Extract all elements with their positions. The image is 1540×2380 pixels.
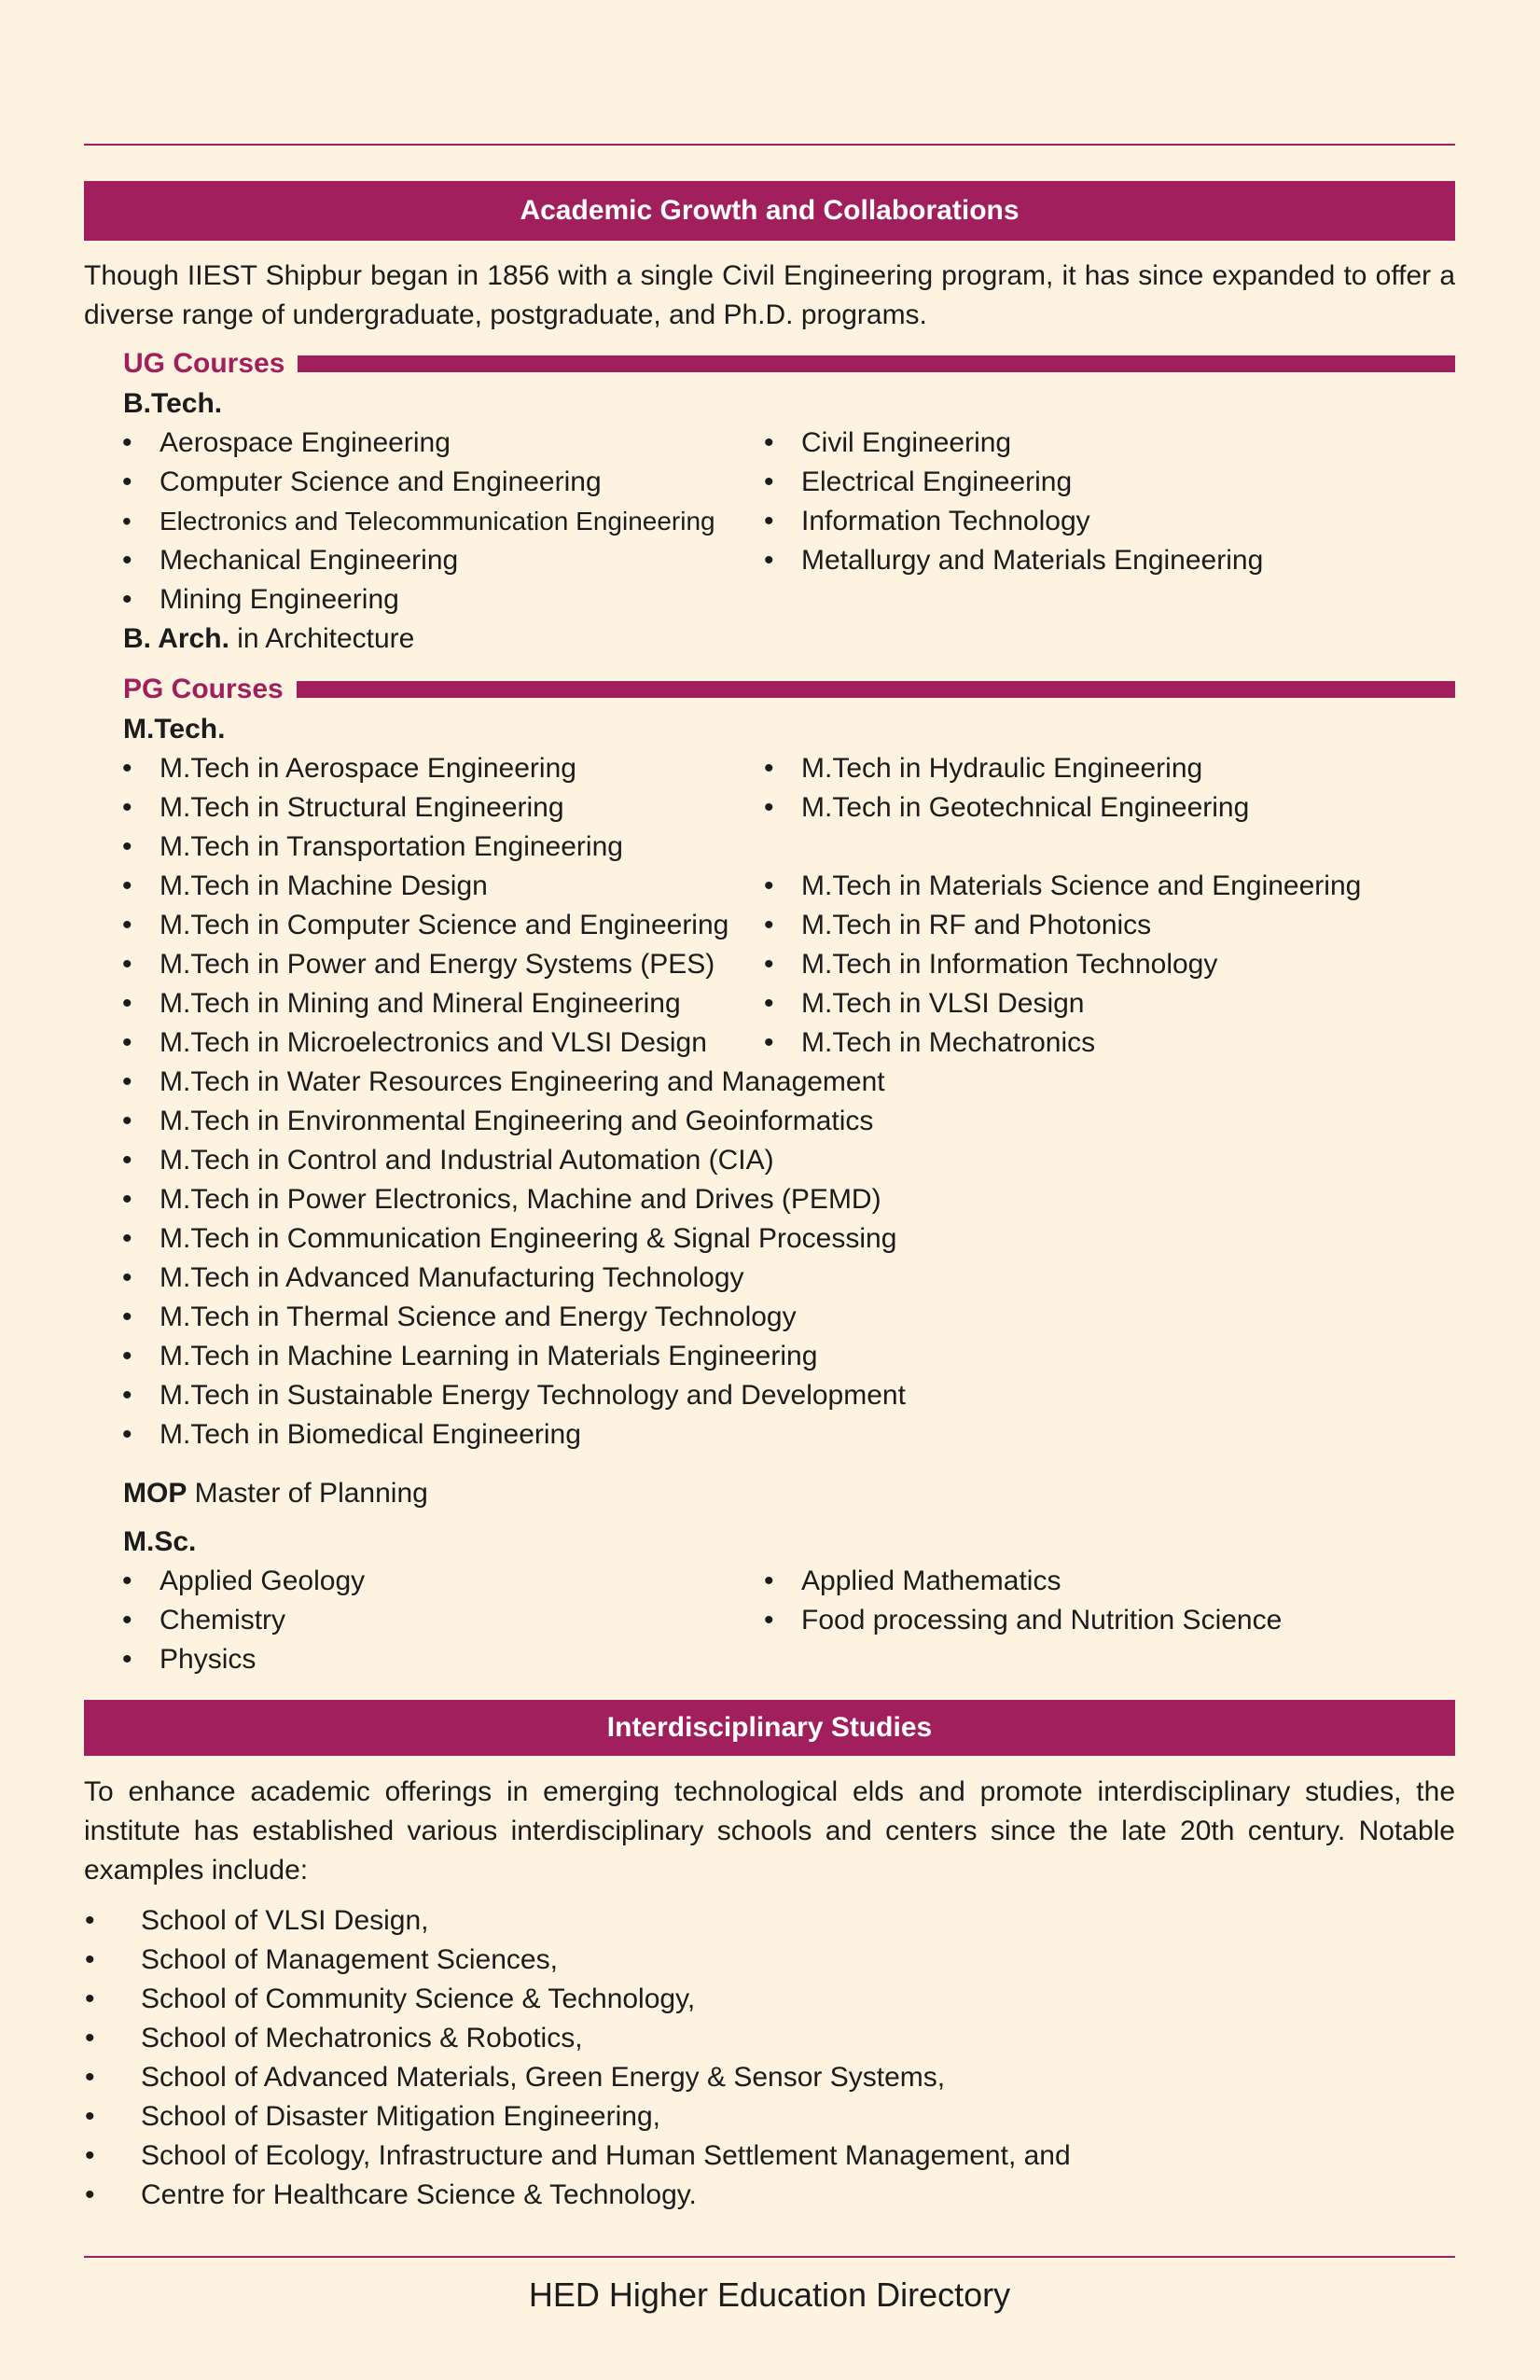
list-item: • Computer Science and Engineering (160, 463, 602, 502)
list-item: • M.Tech in Transportation Engineering (160, 828, 623, 867)
list-item: • Physics (160, 1640, 256, 1679)
pg-courses-label: PG Courses (123, 674, 284, 704)
mop-text: Master of Planning (187, 1478, 428, 1509)
list-item: • Electronics and Telecommunication Engineering (160, 502, 715, 541)
list-item: • Information Technology (801, 502, 1090, 541)
list-item: • M.Tech in Power and Energy Systems (PES) (160, 945, 715, 984)
pg-heading-bar (297, 681, 1455, 698)
list-item: • M.Tech in Mechatronics (801, 1023, 1095, 1063)
btech-label: B.Tech. (123, 388, 223, 419)
section-banner-academic-growth: Academic Growth and Collaborations (84, 181, 1455, 241)
ug-heading-bar (298, 355, 1455, 372)
list-item: • Mechanical Engineering (160, 541, 458, 580)
list-item: • Chemistry (160, 1601, 285, 1640)
list-item: • M.Tech in RF and Photonics (801, 906, 1151, 945)
list-item: • M.Tech in Control and Industrial Automation (CIA) (160, 1141, 774, 1180)
list-item: • School of Ecology, Infrastructure and Human Settlement Management, and (141, 2136, 1071, 2176)
page (84, 0, 1455, 2380)
section-banner-interdisciplinary: Interdisciplinary Studies (84, 1700, 1455, 1756)
list-item: • M.Tech in Aerospace Engineering (160, 749, 576, 788)
interdisciplinary-paragraph: To enhance academic offerings in emerging technological elds and promote interdisciplinary studies, the institute has established various interdisciplinary schools and centers since the late 20th century. Notable examples include: (84, 1776, 1455, 1886)
list-item: • M.Tech in Information Technology (801, 945, 1217, 984)
list-item: • M.Tech in Mining and Mineral Engineering (160, 984, 681, 1023)
ug-courses-label: UG Courses (123, 348, 285, 379)
list-item: • M.Tech in Environmental Engineering and Geoinformatics (160, 1102, 873, 1141)
list-item: • Food processing and Nutrition Science (801, 1601, 1282, 1640)
list-item: • M.Tech in VLSI Design (801, 984, 1084, 1023)
barch-line (123, 619, 414, 659)
list-item: • School of Disaster Mitigation Engineering, (141, 2097, 660, 2136)
list-item: • M.Tech in Advanced Manufacturing Technology (160, 1259, 744, 1298)
list-item: • M.Tech in Hydraulic Engineering (801, 749, 1202, 788)
list-item: • M.Tech in Machine Design (160, 867, 488, 906)
list-item: • M.Tech in Computer Science and Engineering (160, 906, 728, 945)
list-item: • Applied Geology (160, 1562, 365, 1601)
list-item: • School of Advanced Materials, Green Energy & Sensor Systems, (141, 2058, 945, 2097)
list-item: • School of VLSI Design, (141, 1901, 429, 1941)
bottom-divider (84, 2256, 1455, 2258)
mop-label: MOP (123, 1478, 187, 1509)
list-item: • M.Tech in Geotechnical Engineering (801, 788, 1249, 828)
list-item: • Electrical Engineering (801, 463, 1072, 502)
list-item: • Aerospace Engineering (160, 424, 451, 463)
barch-text: in Architecture (229, 623, 415, 654)
mop-line (123, 1474, 428, 1513)
mtech-label: M.Tech. (123, 714, 226, 745)
list-item: • M.Tech in Machine Learning in Materials Engineering (160, 1337, 817, 1376)
top-divider (84, 144, 1455, 146)
intro-paragraph: Though IIEST Shipbur began in 1856 with a single Civil Engineering program, it has since expanded to offer a diverse range of undergraduate, postgraduate, and Ph.D. programs. (84, 260, 1455, 330)
msc-label: M.Sc. (123, 1526, 197, 1557)
list-item: • M.Tech in Power Electronics, Machine and Drives (PEMD) (160, 1180, 881, 1219)
list-item: • Applied Mathematics (801, 1562, 1061, 1601)
list-item: • Metallurgy and Materials Engineering (801, 541, 1263, 580)
list-item: • Centre for Healthcare Science & Technology. (141, 2176, 697, 2215)
list-item: • M.Tech in Biomedical Engineering (160, 1415, 581, 1454)
list-item: • School of Mechatronics & Robotics, (141, 2019, 583, 2058)
list-item: • M.Tech in Materials Science and Engineering (801, 867, 1361, 906)
barch-label: B. Arch. (123, 623, 229, 654)
ug-courses-heading (123, 344, 1455, 383)
list-item: • Civil Engineering (801, 424, 1011, 463)
list-item: • School of Community Science & Technology, (141, 1980, 695, 2019)
footer-text: HED Higher Education Directory (528, 2276, 1011, 2314)
list-item: • M.Tech in Sustainable Energy Technology and Development (160, 1376, 906, 1415)
list-item: • School of Management Sciences, (141, 1941, 558, 1980)
list-item: • M.Tech in Structural Engineering (160, 788, 564, 828)
list-item: • M.Tech in Communication Engineering & Signal Processing (160, 1219, 896, 1259)
pg-courses-heading (123, 670, 1455, 709)
list-item: • M.Tech in Thermal Science and Energy Technology (160, 1298, 797, 1337)
list-item: • M.Tech in Water Resources Engineering and Management (160, 1063, 885, 1102)
list-item: • M.Tech in Microelectronics and VLSI Design (160, 1023, 707, 1063)
list-item: • Mining Engineering (160, 580, 399, 619)
